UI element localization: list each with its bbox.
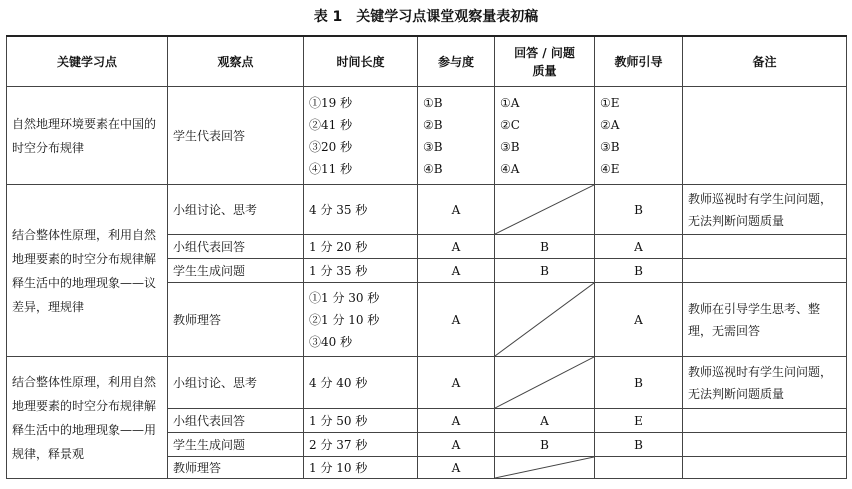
header-participation: 参与度	[418, 36, 495, 87]
observation-cell: 教师理答	[168, 457, 304, 479]
table-row	[7, 357, 847, 409]
participation-item: ①B	[423, 95, 443, 110]
answer-quality-cell	[495, 87, 595, 185]
duration-cell	[304, 87, 418, 185]
answer-quality-cell: B	[495, 433, 595, 457]
table-row	[7, 185, 847, 235]
answer-quality-cell: B	[495, 259, 595, 283]
header-duration: 时间长度	[304, 36, 418, 87]
answer-quality-empty-cell	[495, 185, 595, 235]
observation-cell: 小组讨论、思考	[168, 357, 304, 409]
header-teacher-guidance: 教师引导	[595, 36, 683, 87]
participation-item: ②B	[423, 117, 443, 132]
remarks-cell	[683, 259, 847, 283]
participation-cell: A	[418, 357, 495, 409]
answer-quality-item: ②C	[500, 117, 520, 132]
participation-cell: A	[418, 433, 495, 457]
header-answer-line1: 回答 / 问题	[514, 45, 575, 60]
header-answer-quality	[495, 36, 595, 87]
key-point-cell: 结合整体性原理，利用自然地理要素的时空分布规律解释生活中的地理现象——用规律，释景观	[7, 357, 168, 479]
duration-cell: 4 分 35 秒	[304, 185, 418, 235]
table-title: 表 1 关键学习点课堂观察量表初稿	[313, 9, 539, 25]
teacher-guidance-cell: E	[595, 409, 683, 433]
remarks-cell	[683, 433, 847, 457]
remarks-cell: 教师在引导学生思考、整理，无需回答	[683, 283, 847, 357]
key-point-cell: 结合整体性原理，利用自然地理要素的时空分布规律解释生活中的地理现象——议差异，理规律	[7, 185, 168, 357]
remarks-cell	[683, 409, 847, 433]
teacher-guidance-cell: B	[595, 185, 683, 235]
duration-item: ③20 秒	[309, 139, 353, 154]
teacher-guidance-cell: B	[595, 259, 683, 283]
answer-quality-cell: B	[495, 235, 595, 259]
answer-quality-item: ①A	[500, 95, 520, 110]
answer-quality-cell: A	[495, 409, 595, 433]
teacher-guidance-item: ②A	[600, 117, 620, 132]
teacher-guidance-item: ①E	[600, 95, 620, 110]
duration-cell: 4 分 40 秒	[304, 357, 418, 409]
participation-cell: A	[418, 283, 495, 357]
duration-item: ②41 秒	[309, 117, 353, 132]
teacher-guidance-item: ④E	[600, 161, 620, 176]
teacher-guidance-cell: B	[595, 357, 683, 409]
duration-cell: 1 分 50 秒	[304, 409, 418, 433]
duration-item: ④11 秒	[309, 161, 353, 176]
participation-cell: A	[418, 259, 495, 283]
answer-quality-item: ③B	[500, 139, 520, 154]
observation-cell: 学生生成问题	[168, 433, 304, 457]
duration-cell	[304, 283, 418, 357]
duration-cell: 1 分 10 秒	[304, 457, 418, 479]
header-remarks: 备注	[683, 36, 847, 87]
header-observation: 观察点	[168, 36, 304, 87]
teacher-guidance-item: ③B	[600, 139, 620, 154]
answer-quality-empty-cell	[495, 283, 595, 357]
participation-cell: A	[418, 185, 495, 235]
duration-item: ①1 分 30 秒	[309, 290, 380, 305]
header-row	[7, 36, 847, 87]
teacher-guidance-cell: A	[595, 283, 683, 357]
observation-cell: 教师理答	[168, 283, 304, 357]
header-answer-line2: 质量	[532, 63, 557, 78]
duration-cell: 1 分 35 秒	[304, 259, 418, 283]
diagonal-slash	[495, 457, 594, 478]
answer-quality-item: ④A	[500, 161, 520, 176]
observation-cell: 小组讨论、思考	[168, 185, 304, 235]
header-key-point: 关键学习点	[7, 36, 168, 87]
teacher-guidance-cell	[595, 87, 683, 185]
teacher-guidance-cell: A	[595, 235, 683, 259]
observation-cell: 学生代表回答	[168, 87, 304, 185]
remarks-cell	[683, 235, 847, 259]
duration-item: ①19 秒	[309, 95, 353, 110]
participation-cell	[418, 87, 495, 185]
remarks-cell: 教师巡视时有学生问问题，无法判断问题质量	[683, 357, 847, 409]
duration-cell: 2 分 37 秒	[304, 433, 418, 457]
duration-cell: 1 分 20 秒	[304, 235, 418, 259]
answer-quality-empty-cell	[495, 457, 595, 479]
teacher-guidance-cell: B	[595, 433, 683, 457]
participation-item: ③B	[423, 139, 443, 154]
duration-item: ③40 秒	[309, 334, 353, 349]
participation-cell: A	[418, 409, 495, 433]
diagonal-slash	[495, 283, 594, 356]
observation-cell: 小组代表回答	[168, 235, 304, 259]
participation-item: ④B	[423, 161, 443, 176]
diagonal-slash	[495, 185, 594, 234]
remarks-cell	[683, 457, 847, 479]
key-point-cell: 自然地理环境要素在中国的时空分布规律	[7, 87, 168, 185]
participation-cell: A	[418, 235, 495, 259]
answer-quality-empty-cell	[495, 357, 595, 409]
remarks-cell	[683, 87, 847, 185]
diagonal-slash	[495, 357, 594, 408]
teacher-guidance-cell	[595, 457, 683, 479]
table-row	[7, 87, 847, 185]
duration-item: ②1 分 10 秒	[309, 312, 380, 327]
participation-cell: A	[418, 457, 495, 479]
remarks-cell: 教师巡视时有学生问问题，无法判断问题质量	[683, 185, 847, 235]
observation-cell: 小组代表回答	[168, 409, 304, 433]
observation-cell: 学生生成问题	[168, 259, 304, 283]
observation-table	[6, 35, 847, 479]
